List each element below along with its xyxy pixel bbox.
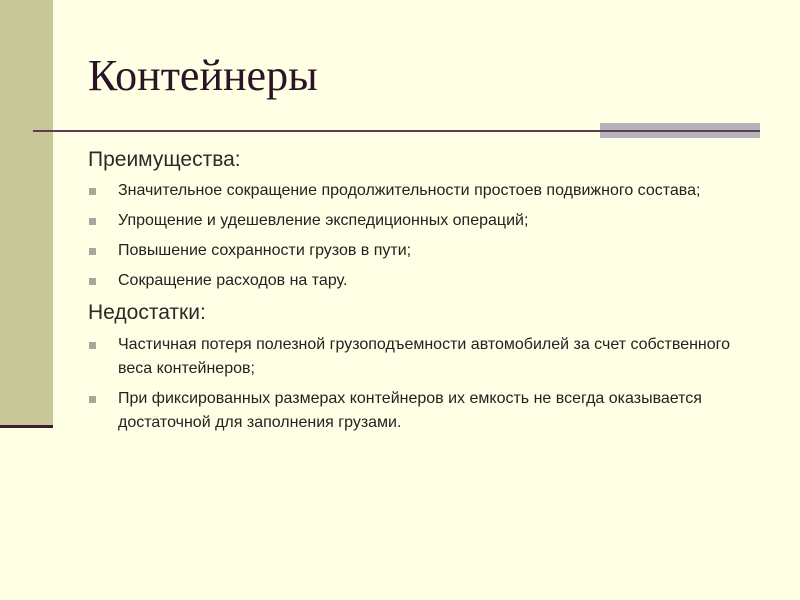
advantages-list	[88, 179, 768, 293]
disadvantages-list	[88, 333, 768, 435]
list-item	[88, 387, 768, 435]
square-bullet-icon	[89, 218, 96, 225]
square-bullet-icon	[89, 278, 96, 285]
list-item	[88, 179, 768, 203]
list-item	[88, 269, 768, 293]
square-bullet-icon	[89, 248, 96, 255]
list-item-text: Частичная потеря полезной грузоподъемности автомобилей за счет собственного веса контейнеров;	[118, 335, 731, 377]
square-bullet-icon	[89, 342, 96, 349]
disadvantages-heading: Недостатки:	[88, 301, 206, 325]
list-item-text: Сокращение расходов на тару.	[118, 272, 348, 290]
title-divider-accent	[600, 123, 760, 138]
title-divider	[33, 130, 600, 132]
list-item-text: Упрощение и удешевление экспедиционных операций;	[118, 212, 529, 230]
advantages-heading: Преимущества:	[88, 148, 241, 171]
list-item	[88, 209, 768, 233]
list-item-text: Повышение сохранности грузов в пути;	[118, 242, 412, 260]
left-bar-underline	[0, 425, 53, 428]
slide-content	[88, 145, 768, 441]
list-item	[88, 333, 768, 381]
square-bullet-icon	[89, 188, 96, 195]
left-decor-bar	[0, 0, 53, 425]
list-item	[88, 239, 768, 263]
square-bullet-icon	[89, 396, 96, 403]
slide-title: Контейнеры	[88, 51, 318, 100]
list-item-text: При фиксированных размерах контейнеров их емкость не всегда оказывается достаточной для заполнения грузами.	[118, 389, 702, 431]
list-item-text: Значительное сокращение продолжительности простоев подвижного состава;	[118, 182, 701, 200]
